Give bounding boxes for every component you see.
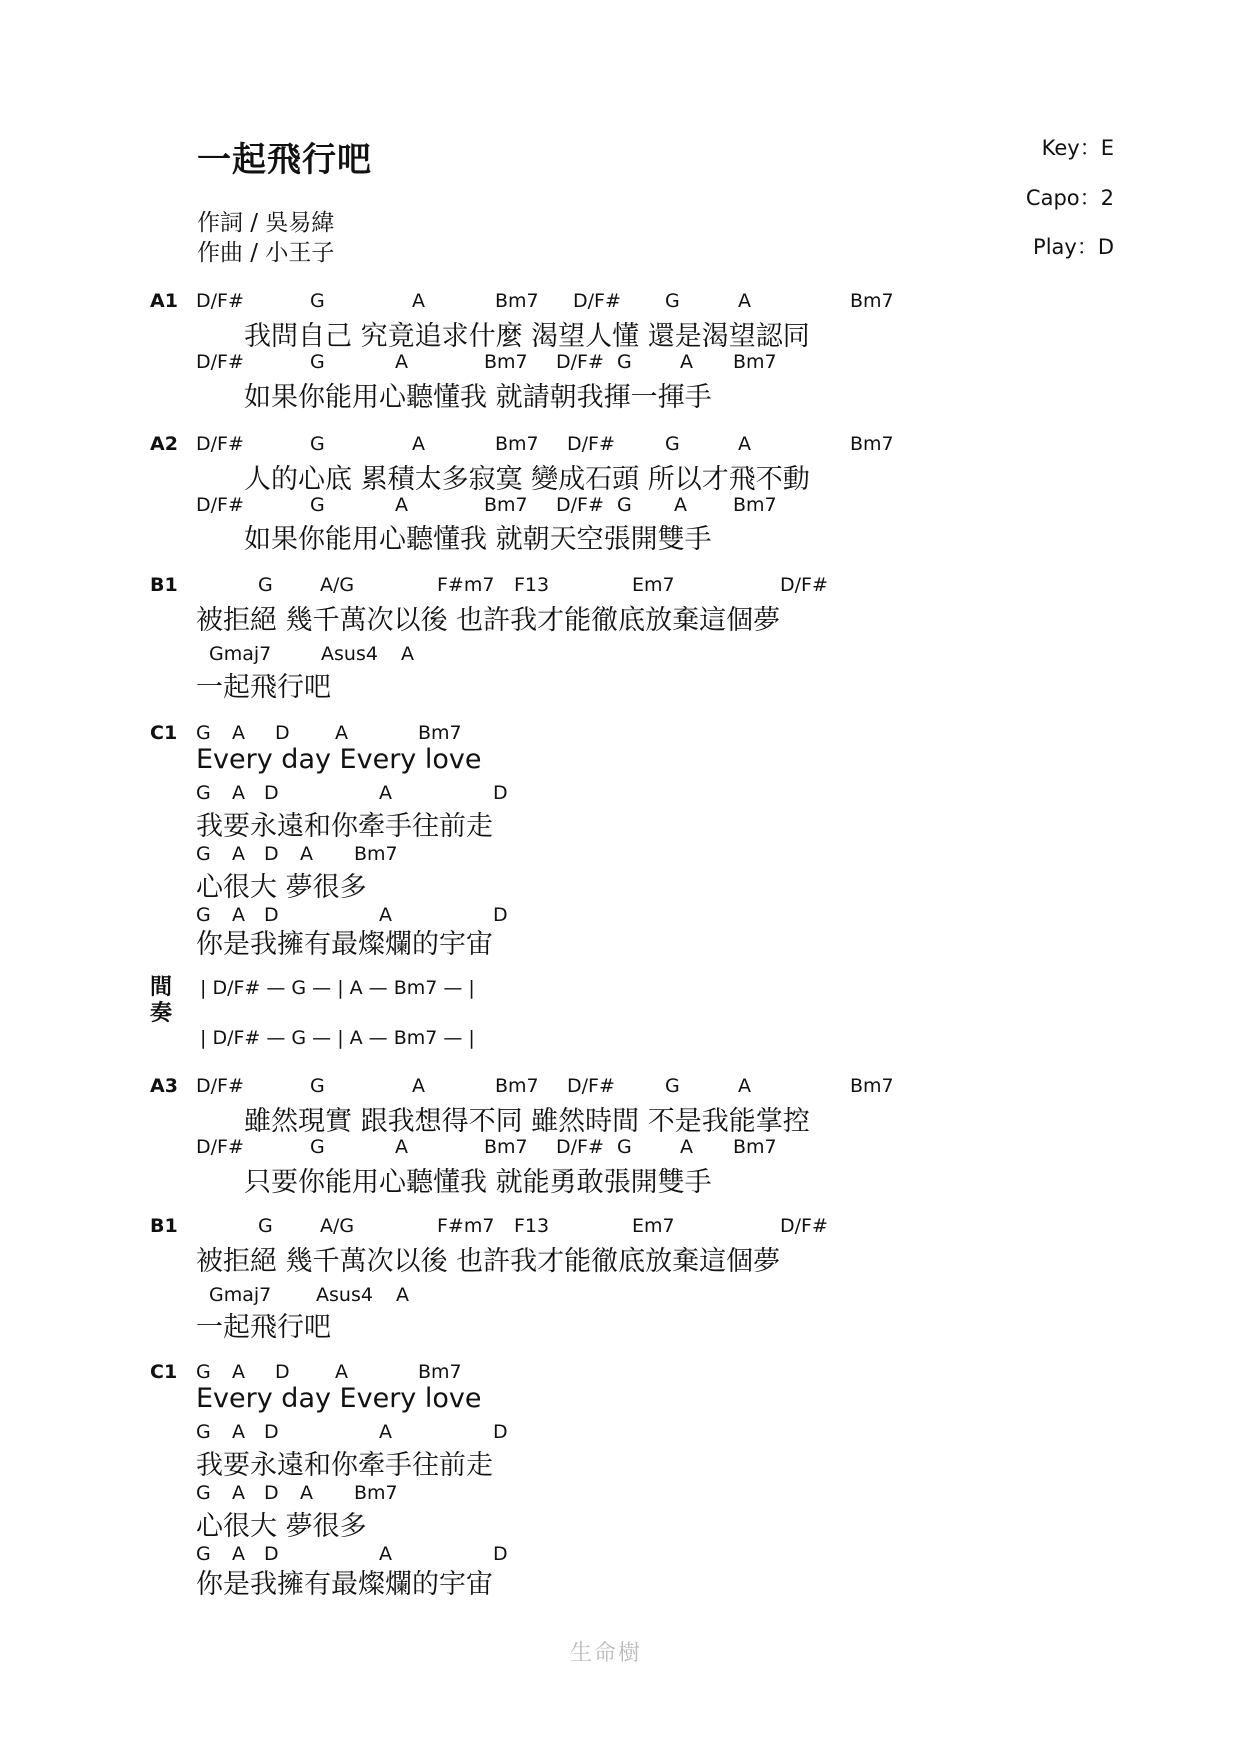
chord: Bm7 bbox=[418, 1361, 462, 1383]
chord: G bbox=[617, 351, 632, 373]
chord: D bbox=[264, 1421, 279, 1443]
chord: Asus4 bbox=[321, 643, 378, 665]
chord: Em7 bbox=[632, 1215, 675, 1237]
section-label: C1 bbox=[150, 722, 178, 744]
chord: A bbox=[379, 904, 392, 926]
chord: G bbox=[196, 1482, 211, 1504]
chord: G bbox=[665, 433, 680, 455]
chord: Bm7 bbox=[850, 433, 894, 455]
chord: A bbox=[395, 494, 408, 516]
chord: A bbox=[395, 351, 408, 373]
lyric-line: 如果你能用心聽懂我 就請朝我揮一揮手 bbox=[244, 382, 712, 413]
lyric-line: 只要你能用心聽懂我 就能勇敢張開雙手 bbox=[244, 1167, 712, 1198]
chord: G bbox=[196, 904, 211, 926]
chord: A bbox=[379, 1421, 392, 1443]
lyricist-credit: 作詞 / 吳易緯 bbox=[197, 210, 335, 236]
section-label: A2 bbox=[150, 433, 178, 455]
chord: G bbox=[310, 494, 325, 516]
chord: A bbox=[232, 904, 245, 926]
chord: F13 bbox=[514, 574, 550, 596]
lyric-line: 我問自己 究竟追求什麼 渴望人懂 還是渴望認同 bbox=[244, 321, 810, 352]
chord: D/F# bbox=[196, 494, 244, 516]
lyric-line: 如果你能用心聽懂我 就朝天空張開雙手 bbox=[244, 524, 712, 555]
chord: G bbox=[310, 1136, 325, 1158]
chord: A bbox=[738, 433, 751, 455]
chord: A bbox=[396, 1284, 409, 1306]
chord: F#m7 bbox=[437, 1215, 495, 1237]
interlude-label-2: 奏 bbox=[150, 1001, 173, 1026]
chord: Gmaj7 bbox=[209, 643, 272, 665]
lyric-line: 我要永遠和你牽手往前走 bbox=[196, 811, 493, 842]
chord: A bbox=[395, 1136, 408, 1158]
chord: G bbox=[665, 1075, 680, 1097]
section-label: C1 bbox=[150, 1361, 178, 1383]
chord: D bbox=[493, 782, 508, 804]
chord: D/F# bbox=[567, 1075, 615, 1097]
lyric-line: Every day Every love bbox=[196, 744, 482, 775]
chord: A/G bbox=[320, 574, 355, 596]
chord: G bbox=[310, 351, 325, 373]
chord: D bbox=[493, 1543, 508, 1565]
chord: Bm7 bbox=[354, 843, 398, 865]
chord: A bbox=[680, 1136, 693, 1158]
chord: A bbox=[232, 1543, 245, 1565]
chord: D bbox=[264, 1482, 279, 1504]
chord: D/F# bbox=[556, 351, 604, 373]
chord: A bbox=[738, 1075, 751, 1097]
chord: A bbox=[379, 1543, 392, 1565]
chord: A bbox=[738, 290, 751, 312]
composer-credit: 作曲 / 小王子 bbox=[197, 240, 335, 266]
chord: D/F# bbox=[196, 351, 244, 373]
chord: G bbox=[665, 290, 680, 312]
chord: A bbox=[412, 433, 425, 455]
lyric-line: 我要永遠和你牽手往前走 bbox=[196, 1450, 493, 1481]
chord: D/F# bbox=[567, 433, 615, 455]
chord: A bbox=[232, 1421, 245, 1443]
chord: D/F# bbox=[196, 290, 244, 312]
chord: G bbox=[310, 290, 325, 312]
chord: G bbox=[196, 1543, 211, 1565]
chord: D bbox=[493, 1421, 508, 1443]
chord: Bm7 bbox=[850, 1075, 894, 1097]
chord: G bbox=[310, 433, 325, 455]
interlude-line: | D/F# — G — | A — Bm7 — | bbox=[200, 1027, 475, 1049]
chord: A/G bbox=[320, 1215, 355, 1237]
lyric-line: 一起飛行吧 bbox=[196, 672, 331, 703]
chord: Bm7 bbox=[354, 1482, 398, 1504]
chord: G bbox=[617, 494, 632, 516]
chord: D/F# bbox=[556, 494, 604, 516]
chord: D/F# bbox=[196, 1136, 244, 1158]
song-title: 一起飛行吧 bbox=[197, 140, 372, 180]
chord: Bm7 bbox=[484, 494, 528, 516]
chord: G bbox=[196, 843, 211, 865]
chord: A bbox=[300, 843, 313, 865]
chord: Bm7 bbox=[484, 351, 528, 373]
chord: Bm7 bbox=[484, 1136, 528, 1158]
chord: D/F# bbox=[780, 1215, 828, 1237]
chord: D bbox=[264, 1543, 279, 1565]
chord: D/F# bbox=[556, 1136, 604, 1158]
chord: G bbox=[258, 574, 273, 596]
lyric-line: 心很大 夢很多 bbox=[196, 872, 367, 903]
chord: Gmaj7 bbox=[209, 1284, 272, 1306]
lyric-line: 被拒絕 幾千萬次以後 也許我才能徹底放棄這個夢 bbox=[196, 1246, 781, 1277]
lyric-line: 你是我擁有最燦爛的宇宙 bbox=[196, 1569, 493, 1600]
chord: Bm7 bbox=[495, 290, 539, 312]
chord: A bbox=[300, 1482, 313, 1504]
chord: G bbox=[310, 1075, 325, 1097]
chord: Bm7 bbox=[733, 351, 777, 373]
chord: A bbox=[379, 782, 392, 804]
lyric-line: 一起飛行吧 bbox=[196, 1312, 331, 1343]
chord: D bbox=[264, 843, 279, 865]
chord: A bbox=[412, 1075, 425, 1097]
lyric-line: 人的心底 累積太多寂寞 變成石頭 所以才飛不動 bbox=[244, 464, 810, 495]
chord: F#m7 bbox=[437, 574, 495, 596]
chord: Asus4 bbox=[316, 1284, 373, 1306]
chord: Bm7 bbox=[418, 722, 462, 744]
chord: D bbox=[264, 904, 279, 926]
interlude-label-1: 間 bbox=[150, 975, 173, 1000]
chord: A bbox=[680, 351, 693, 373]
chord: A bbox=[232, 722, 245, 744]
chord: A bbox=[232, 1482, 245, 1504]
chord: A bbox=[335, 722, 348, 744]
lyric-line: 被拒絕 幾千萬次以後 也許我才能徹底放棄這個夢 bbox=[196, 605, 781, 636]
chord: Bm7 bbox=[733, 1136, 777, 1158]
interlude-line: | D/F# — G — | A — Bm7 — | bbox=[200, 977, 475, 999]
chord: G bbox=[196, 722, 211, 744]
footer-logo: 生命樹 bbox=[570, 1641, 643, 1666]
interlude-label bbox=[150, 975, 172, 1027]
section-label: A1 bbox=[150, 290, 178, 312]
chord: D/F# bbox=[780, 574, 828, 596]
chord: Bm7 bbox=[733, 494, 777, 516]
chord: G bbox=[196, 782, 211, 804]
chord: D bbox=[264, 782, 279, 804]
section-label: A3 bbox=[150, 1075, 178, 1097]
lyric-line: 你是我擁有最燦爛的宇宙 bbox=[196, 929, 493, 960]
chord: G bbox=[617, 1136, 632, 1158]
capo-info: Capo：2 bbox=[1025, 186, 1114, 210]
chord: D/F# bbox=[573, 290, 621, 312]
play-info: Play：D bbox=[1033, 235, 1114, 259]
chord: Bm7 bbox=[495, 433, 539, 455]
section-label: B1 bbox=[150, 1215, 178, 1237]
key-info: Key：E bbox=[1041, 136, 1114, 160]
chord: D bbox=[275, 722, 290, 744]
chord: A bbox=[674, 494, 687, 516]
lyric-line: 心很大 夢很多 bbox=[196, 1511, 367, 1542]
chord: G bbox=[196, 1361, 211, 1383]
chord: Em7 bbox=[632, 574, 675, 596]
chord: A bbox=[232, 1361, 245, 1383]
chord: G bbox=[196, 1421, 211, 1443]
section-label: B1 bbox=[150, 574, 178, 596]
chord: A bbox=[335, 1361, 348, 1383]
chord: G bbox=[258, 1215, 273, 1237]
chord: A bbox=[232, 782, 245, 804]
chord: A bbox=[401, 643, 414, 665]
lyric-line: Every day Every love bbox=[196, 1383, 482, 1414]
chord: Bm7 bbox=[850, 290, 894, 312]
chord: Bm7 bbox=[495, 1075, 539, 1097]
chord: D bbox=[275, 1361, 290, 1383]
lyric-line: 雖然現實 跟我想得不同 雖然時間 不是我能掌控 bbox=[244, 1106, 810, 1137]
chord: D bbox=[493, 904, 508, 926]
chord: A bbox=[232, 843, 245, 865]
chord: A bbox=[412, 290, 425, 312]
chord: D/F# bbox=[196, 1075, 244, 1097]
chord: D/F# bbox=[196, 433, 244, 455]
chord: F13 bbox=[514, 1215, 550, 1237]
